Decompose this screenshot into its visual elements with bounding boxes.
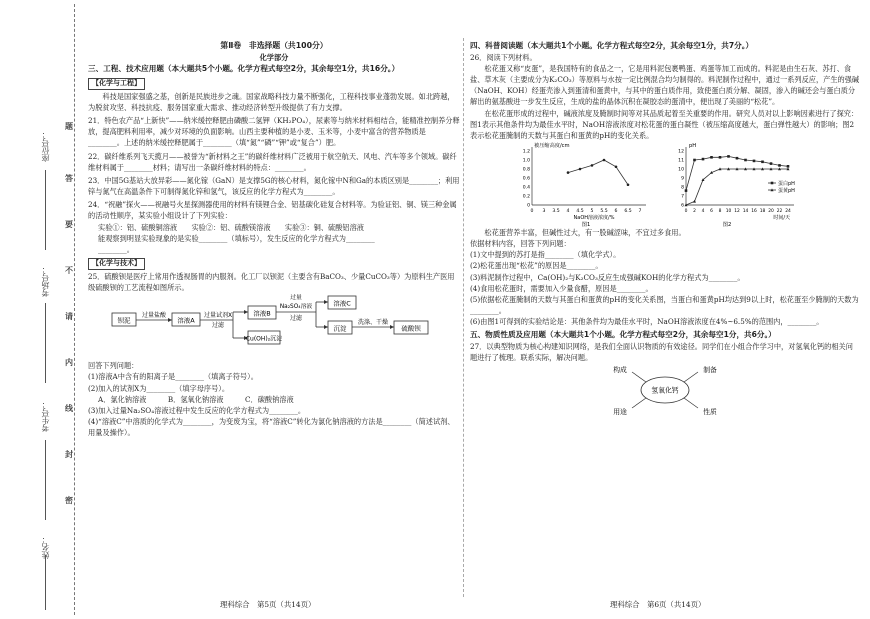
x-tick-label: 6 <box>614 209 618 215</box>
figure-caption: 图2 <box>722 222 732 228</box>
name-label: 姓名： <box>41 535 50 559</box>
x-tick-label: 6 <box>710 209 713 215</box>
x-tick-label: 22 <box>776 209 783 215</box>
footer-left: 理科综合 第5页（共14页） <box>220 599 316 609</box>
reading-paragraph-1: 松花蛋又称“皮蛋”，是我国特有的食品之一，它是用料泥包裹鸭蛋、鸡蛋等加工而成的。料泥是由生石灰、苏打、食盐、草木灰（主要成分为K₂CO₃）等原料与水按一定比例混合均匀制得的。料泥制作过程中，通过一系列反应，产生的强碱（NaOH、KOH）经蛋壳渗入到蛋清和蛋黄中，与其中的蛋白质作用，致使蛋白质分解、凝固，渗入的碱还会与蛋白质分解出的氨基酸进一步发生反应，生成的盐的晶体沉积在凝胶态的蛋清中，便出现了美丽的“松花”。 <box>470 63 860 107</box>
seal-mark: 封 <box>65 449 73 459</box>
question-25-1: (1)溶液A中含有的阳离子是________（填离子符号）。 <box>88 372 258 382</box>
reading-paragraph-3: 松花蛋营养丰富，但碱性过大，有一股碱涩味，不宜过多食用。 <box>484 228 686 238</box>
question-26-6: (6)由图1可得到的实验结论是：其他条件均为最佳水平时，NaOH溶液浓度在4%~6.5%的范围内，________。 <box>470 317 824 327</box>
question-26-head: 26．阅读下列材料。 <box>470 52 537 62</box>
x-axis-label: NaOH溶液浓度/% <box>573 215 615 222</box>
y-axis-label: 被压缩高度/cm <box>534 143 570 150</box>
data-point <box>693 200 696 203</box>
process-flow-diagram <box>88 293 460 357</box>
flow-label-filter-2: 过滤 <box>289 315 303 323</box>
y-tick-label: 1.2 <box>522 149 530 155</box>
data-point <box>591 164 594 167</box>
data-point <box>685 189 688 192</box>
topic-box-technology: 【化学与技术】 <box>88 258 145 270</box>
flow-box-baso4: 硫酸钡 <box>401 324 421 333</box>
question-24-blank: ________。 <box>98 244 134 254</box>
y-tick-label: 0.4 <box>522 185 530 191</box>
flow-box-cuoh2: Cu(OH)₂沉淀 <box>245 335 283 343</box>
network-node-properties: 性质 <box>703 407 717 416</box>
question-22: 22．碳纤维系列飞天揽月——被誉为“新材料之王”的碳纤维材料广泛被用于航空航天、风电、汽车等多个领域。碳纤维材料属于________材料；请写出一条碳纤维材料的特点：________。 <box>88 151 457 172</box>
name-line <box>45 555 46 610</box>
data-point <box>787 165 790 168</box>
binding-strip <box>0 0 78 619</box>
x-tick-label: 12 <box>734 209 740 215</box>
flow-box-solution-b: 溶液B <box>253 309 271 318</box>
question-26-1: (1)文中提到的苏打是指________（填化学式）。 <box>470 250 621 260</box>
seat-line <box>45 170 46 250</box>
seal-mark: 内 <box>65 357 73 367</box>
question-24: 24．“祝融”探火——祝融号火星探测器使用的材料有镁锂合金、铝基碳化硅复合材料等。为验证铝、铜、镁三种金属的活动性顺序，某实验小组设计了下列实验： <box>88 200 457 221</box>
series-line <box>686 156 788 190</box>
x-tick-label: 3.5 <box>552 209 560 215</box>
section-4-title: 四、科普阅读题（本大题共1个小题。化学方程式每空2分，其余每空1分，共7分。） <box>470 41 754 50</box>
y-tick-label: 7 <box>681 194 684 200</box>
x-tick-label: 5 <box>590 209 594 215</box>
legend-marker <box>771 182 774 185</box>
knowledge-network-diagram <box>470 364 860 416</box>
x-tick-label: 16 <box>751 209 757 215</box>
seal-mark: 线 <box>65 403 73 413</box>
y-axis-label: pH <box>689 143 697 150</box>
x-tick-label: 18 <box>759 209 766 215</box>
y-tick-label: 0.2 <box>522 194 530 200</box>
flow-label-wash-dry: 洗涤、干燥 <box>357 319 389 327</box>
flow-box-solution-a: 溶液A <box>177 316 195 325</box>
x-tick-label: 20 <box>768 209 774 215</box>
figure-caption: 图1 <box>581 222 591 228</box>
question-27: 27．以典型物质为核心构建知识网络，是我们全面认识物质的有效途径。同学们在小组合作学习中，对氢氧化钙的相关问题进行了梳理。联系实际，解决问题。 <box>470 342 853 363</box>
room-line <box>45 303 46 383</box>
data-point <box>736 157 739 160</box>
x-tick-label: 10 <box>725 209 732 215</box>
flow-label-na2so4: Na₂SO₄溶液 <box>279 304 313 311</box>
x-tick-label: 7 <box>638 209 642 215</box>
series-line <box>568 160 628 185</box>
x-tick-label: 0 <box>530 209 534 215</box>
x-axis-label: 时间/天 <box>773 215 790 222</box>
question-24-experiments: 实验①：铝、硫酸铜溶液 实验②：铝、硫酸镁溶液 实验③：铜、硫酸铝溶液 <box>98 222 364 232</box>
chart-fig2 <box>670 141 820 227</box>
x-tick-label: 24 <box>785 209 791 215</box>
data-point <box>719 156 722 159</box>
flow-box-solution-c: 溶液C <box>333 299 351 308</box>
legend-label: 蛋白pH <box>778 180 795 187</box>
seal-mark: 要 <box>65 219 73 229</box>
x-tick-label: 6.5 <box>624 209 632 215</box>
data-point <box>579 168 582 171</box>
data-point <box>603 159 606 162</box>
left-column <box>88 40 460 438</box>
question-21: 21．特色农产品“上新快”——纳米缓控释肥由磷酸二氢钾（KH₂PO₄），尿素等与纳米材料相结合，能精准控制养分释放，提高肥料利用率，减少对环境的负面影响。山西主要种植的是小麦、玉米等，小麦中富含的营养物质是________。上述的纳米缓控释肥属于________（填“氮”“磷”“钾”或“复合”）肥。 <box>88 116 460 148</box>
question-26-4: (4)食用松花蛋时，需要加入少量食醋，原因是________。 <box>470 283 653 293</box>
x-tick-label: 14 <box>742 209 749 215</box>
question-26-2: (2)松花蛋出现“松花”的原因是________。 <box>470 261 603 271</box>
y-tick-label: 0.6 <box>522 176 530 182</box>
data-point <box>567 171 570 174</box>
topic-box-engineering: 【化学与工程】 <box>88 78 145 90</box>
column-divider <box>463 38 464 597</box>
question-25-4: (4)“溶液C”中溶质的化学式为________，为变废为宝，将“溶液C”转化为氯化钠溶液的方法是________（简述试剂、用量及操作）。 <box>88 417 455 438</box>
x-tick-label: 4.5 <box>576 209 584 215</box>
chart-fig1 <box>510 141 660 227</box>
seal-mark: 请 <box>65 311 73 321</box>
binding-line <box>74 4 75 615</box>
x-tick-label: 4 <box>701 209 705 215</box>
y-tick-label: 6 <box>681 203 684 209</box>
intro-paragraph: 科技是国家强盛之基，创新是民族进步之魂。国家战略科技力量不断强化，工程科技事业蓬勃发展。如北跨越，为脱贫攻坚、科技抗疫、服务国家重大需求、推动经济转型升级提供了有力支撑。 <box>88 91 455 112</box>
y-tick-label: 0.8 <box>522 167 530 173</box>
seal-mark: 答 <box>65 173 73 183</box>
data-point <box>627 183 630 186</box>
right-column <box>470 40 860 419</box>
y-tick-label: 11 <box>678 158 684 164</box>
legend-label: 蛋黄pH <box>778 187 795 194</box>
data-point <box>753 160 756 163</box>
x-tick-label: 3 <box>542 209 546 215</box>
data-point <box>761 161 764 164</box>
flow-label-excess: 过量 <box>290 295 302 302</box>
network-node-uses: 用途 <box>613 407 627 416</box>
network-node-composition: 构成 <box>613 365 627 374</box>
question-24-ask: 能观察到明显实验现象的是实验________（填标号），发生反应的化学方程式为________ <box>98 233 375 243</box>
exam-room-label: 考场号： <box>41 265 50 297</box>
flow-label-reagent-x: 过量试剂X <box>203 312 233 320</box>
question-23: 23．中国5G基站大放异彩——氮化镓（GaN）是支撑5G的核心材料，氮化镓中N和Ga的本质区别是________；利用锌与氮气在高温条件下可制得氮化锌和氢气，该反应的化学方程式为________。 <box>88 175 460 197</box>
y-tick-label: 9 <box>681 176 684 182</box>
x-tick-label: 4 <box>566 209 570 215</box>
x-tick-label: 8 <box>718 209 722 215</box>
answer-prompt: 回答下列问题： <box>88 361 139 371</box>
flow-label-filter-1: 过滤 <box>211 322 225 330</box>
section-3-title: 三、工程、技术应用题（本大题共5个小题。化学方程式每空2分，其余每空1分，共16分。） <box>88 64 400 74</box>
data-point <box>702 158 705 161</box>
series-line <box>686 169 788 205</box>
reading-paragraph-2: 在松花蛋形成的过程中，碱液浓度及腌制时间等对其品质起着至关重要的作用。研究人员对以上影响因素进行了探究：图1表示其他条件均为最佳水平时，NaOH溶液浓度对松花蛋的蛋白凝性（被压缩高度越大，蛋白弹性越大）的影响；图2表示松花蛋腌制的天数与其蛋白和蛋黄的pH的变化关系。 <box>470 108 859 140</box>
seat-number-label: 座位号： <box>41 130 50 162</box>
section-5-title: 五、物质性质及应用题（本大题共1个小题。化学方程式每空2分，其余每空1分，共6分。） <box>470 330 776 340</box>
x-tick-label: 0 <box>684 209 688 215</box>
question-25-2: (2)加入的试剂X为________（填字母序号）。 <box>88 383 230 393</box>
question-25: 25．硫酸钡是医疗上常用作透视肠胃的内服剂。化工厂以钡泥（主要含有BaCO₃、少量CuCO₃等）为原料生产医用级硫酸钡的工艺流程如图所示。 <box>88 271 455 292</box>
x-tick-label: 5.5 <box>600 209 608 215</box>
data-point <box>727 155 730 158</box>
question-25-2-options: A．氯化钠溶液 B．氢氧化钠溶液 C．碳酸钠溶液 <box>98 394 294 404</box>
flow-box-precipitate: 沉淀 <box>333 324 347 333</box>
data-point <box>778 164 781 167</box>
data-point <box>710 156 713 159</box>
question-25-3: (3)加入过量Na₂SO₄溶液过程中发生反应的化学方程式为________。 <box>88 405 306 415</box>
data-point <box>770 162 773 165</box>
network-node-preparation: 制备 <box>703 365 717 374</box>
seal-mark: 题 <box>65 121 73 131</box>
question-26-5: (5)依据松花蛋腌制的天数与其蛋白和蛋黄的pH的变化关系图，当蛋白和蛋黄pH均达到9以上时，松花蛋至少腌制的天数为________。 <box>470 294 859 316</box>
data-point <box>615 165 618 168</box>
flow-label-hcl: 过量盐酸 <box>141 312 167 320</box>
data-point <box>744 159 747 162</box>
y-tick-label: 8 <box>681 185 684 191</box>
y-tick-label: 12 <box>678 149 684 155</box>
y-tick-label: 10 <box>678 167 684 173</box>
student-line <box>45 440 46 520</box>
data-point <box>693 159 696 162</box>
student-number-label: 考生号： <box>41 400 50 432</box>
y-tick-label: 0 <box>527 203 530 209</box>
part-title: 第Ⅱ卷 非选择题（共100分） <box>220 41 328 50</box>
answer-prompt-right: 依据材料内容，回答下列问题： <box>470 239 571 249</box>
x-tick-label: 2 <box>693 209 696 215</box>
footer-right: 理科综合 第6页（共14页） <box>610 599 706 609</box>
seal-mark: 密 <box>65 495 73 505</box>
subject-subtitle: 化学部分 <box>259 53 289 63</box>
network-center: 氢氧化钙 <box>651 386 679 394</box>
seal-mark: 不 <box>65 265 73 275</box>
question-26-3: (3)料泥制作过程中，Ca(OH)₂与K₂CO₃反应生成强碱KOH的化学方程式为________。 <box>470 272 745 282</box>
y-tick-label: 1.0 <box>522 158 530 164</box>
flow-box-barium-mud: 钡泥 <box>117 316 131 325</box>
figures-row <box>470 141 860 227</box>
